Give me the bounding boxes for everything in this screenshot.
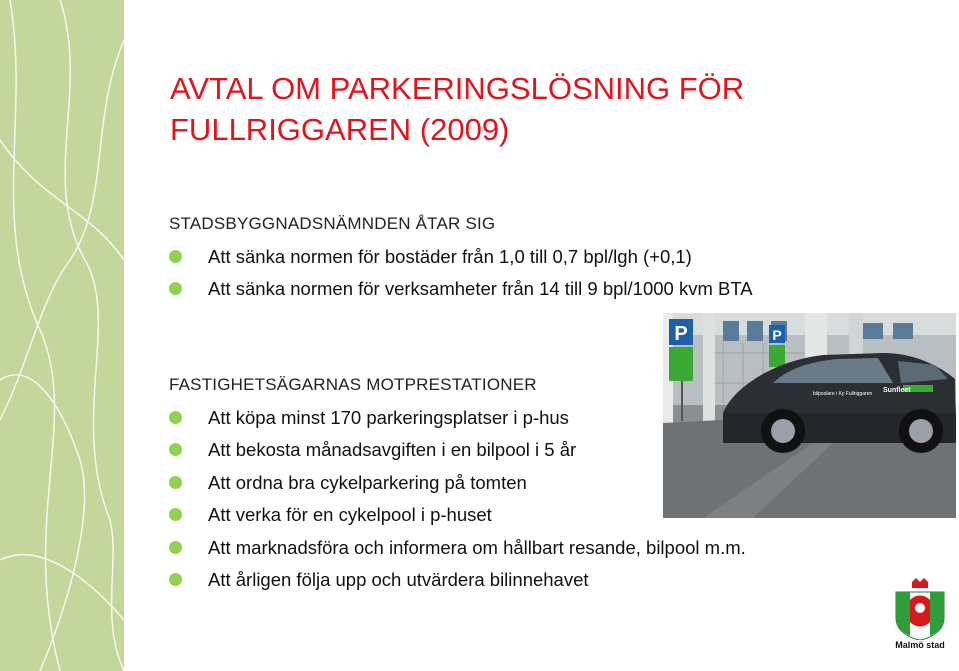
- list-item: [169, 276, 753, 308]
- section-heading-committee: STADSBYGGNADSNÄMNDEN ÅTAR SIG: [169, 214, 496, 233]
- list-item-text: Att sänka normen för verksamheter från 14 till 9 bpl/1000 kvm BTA: [208, 278, 753, 300]
- list-item: [169, 244, 753, 276]
- parking-garage-photo: [663, 313, 956, 518]
- bullet-dot-icon: [169, 573, 182, 586]
- bullet-dot-icon: [169, 476, 182, 489]
- list-item: [169, 502, 746, 534]
- section-heading-owners: FASTIGHETSÄGARNAS MOTPRESTATIONER: [169, 375, 537, 394]
- owners-list: [169, 405, 746, 599]
- bullet-dot-icon: [169, 508, 182, 521]
- list-item-text: Att bekosta månadsavgiften i en bilpool i 5 år: [208, 439, 577, 461]
- sidebar-swirl-lines: [0, 0, 124, 671]
- list-item-text: Att köpa minst 170 parkeringsplatser i p-hus: [208, 407, 569, 428]
- bullet-dot-icon: [169, 541, 182, 554]
- list-item-text: Att årligen följa upp och utvärdera bilinnehavet: [208, 568, 589, 590]
- city-crest-icon: [890, 578, 950, 640]
- list-item: [169, 405, 746, 437]
- list-item-text: Att ordna bra cykelparkering på tomten: [208, 471, 527, 493]
- car-brand-text: Sunfleet: [883, 387, 911, 394]
- slide-title: [170, 68, 870, 150]
- car-side-text: bilpoolare i Ky Fullriggaren: [813, 391, 873, 397]
- list-item-text: Att verka för en cykelpool i p-huset: [208, 504, 492, 526]
- bullet-dot-icon: [169, 250, 182, 263]
- list-item-text: Att marknadsföra och informera om hållbart resande, bilpool m.m.: [208, 536, 746, 558]
- sign-p-text-2: P: [772, 327, 782, 343]
- bullet-dot-icon: [169, 282, 182, 295]
- sign-p-text-1: P: [674, 323, 688, 345]
- logo-text: Malmö stad: [895, 640, 945, 650]
- bullet-dot-icon: [169, 443, 182, 456]
- list-item: [169, 567, 746, 599]
- list-item: [169, 535, 746, 567]
- bullet-dot-icon: [169, 411, 182, 424]
- slide-title-line-2: FULLRIGGAREN (2009): [170, 112, 510, 147]
- list-item: [169, 470, 746, 502]
- committee-list: [169, 244, 753, 309]
- list-item-text: Att sänka normen för bostäder från 1,0 till 0,7 bpl/lgh (+0,1): [208, 246, 692, 267]
- list-item: [169, 437, 746, 469]
- car-in-garage-illustration: [663, 313, 956, 518]
- slide-title-line-1: AVTAL OM PARKERINGSLÖSNING FÖR: [170, 71, 745, 106]
- decorative-sidebar: [0, 0, 124, 671]
